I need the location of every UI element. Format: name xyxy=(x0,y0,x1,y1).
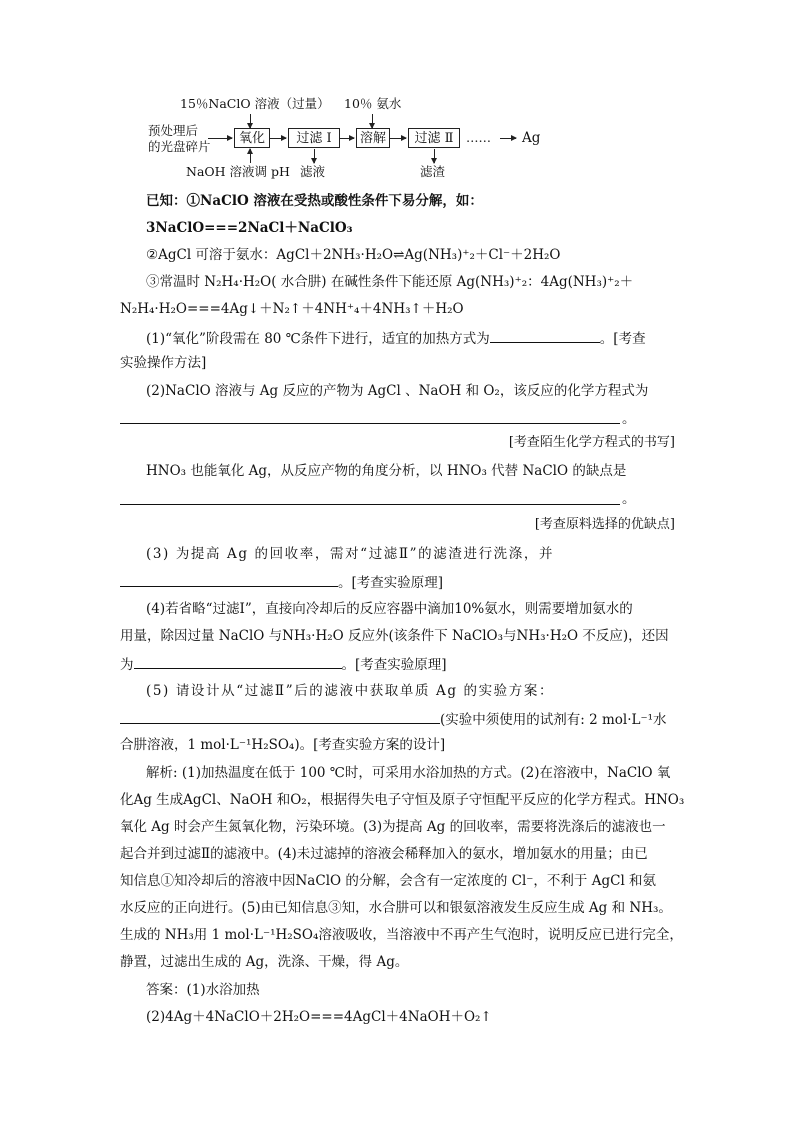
answer-blank[interactable] xyxy=(490,328,600,343)
answer-blank[interactable] xyxy=(120,572,338,587)
step-filter-2: 过滤 Ⅱ xyxy=(408,128,460,148)
naoh-adjust-ph: NaOH 溶液调 pH xyxy=(186,164,290,179)
answer-line-1: 答案：(1)水浴加热 xyxy=(146,982,260,998)
answer-blank[interactable] xyxy=(120,504,620,505)
known-line-4: ③常温时 N₂H₄·H₂O( 水合肼) 在碱性条件下能还原 Ag(NH₃)⁺₂：4Ag(NH₃)⁺₂＋ xyxy=(146,274,634,290)
question-3-line-2: 。[考查实验原理] xyxy=(120,572,675,592)
question-3: (3) 为提高 Ag 的回收率，需对“过滤Ⅱ”的滤渣进行洗涤，并 xyxy=(146,546,555,562)
analysis-line-3: 氧化 Ag 时会产生氮氧化物，污染环境。(3)为提高 Ag 的回收率，需要将洗涤后的滤液也一 xyxy=(120,819,666,835)
answer-line-2: (2)4Ag＋4NaClO＋2H₂O===4AgCl＋4NaOH＋O₂↑ xyxy=(146,1009,492,1025)
question-4-line-2: 用量，除因过量 NaClO 与NH₃·H₂O 反应外(该条件下 NaClO₃与NH₃·H₂O 不反应)，还因 xyxy=(120,628,669,644)
process-flow-diagram xyxy=(140,92,560,182)
question-1-tag: 实验操作方法] xyxy=(120,355,207,371)
step-dissolve: 溶解 xyxy=(356,128,390,148)
question-5-line-2: (实验中须使用的试剂有: 2 mol·L⁻¹水 xyxy=(120,709,675,729)
question-2-tag: [考查陌生化学方程式的书写] xyxy=(508,435,675,450)
analysis-line-4: 起合并到过滤Ⅱ的滤液中。(4)未过滤掉的溶液会稀释加入的氨水，增加氨水的用量；由已 xyxy=(120,846,648,862)
step-filter-1: 过滤 Ⅰ xyxy=(288,128,340,148)
arrow-down-icon xyxy=(434,149,435,163)
arrow-right-icon xyxy=(390,138,406,139)
filtrate-label: 滤液 xyxy=(300,164,326,179)
reagent-naclo: 15％NaClO 溶液（过量） xyxy=(180,96,330,111)
question-2: (2)NaClO 溶液与 Ag 反应的产物为 AgCl 、NaOH 和 O₂，该反应的化学方程式为 xyxy=(146,383,649,399)
known-line-3: ②AgCl 可溶于氨水：AgCl＋2NH₃·H₂O⇌Ag(NH₃)⁺₂＋Cl⁻＋2H₂O xyxy=(146,247,561,263)
question-1: (1)“氧化”阶段需在 80 ℃条件下进行，适宜的加热方式为 。[考查 xyxy=(146,328,675,348)
arrow-down-icon xyxy=(372,114,373,128)
start-label-2: 的光盘碎片 xyxy=(148,139,211,154)
arrow-right-icon xyxy=(270,138,286,139)
answer-blank[interactable] xyxy=(120,709,440,724)
question-4-line-3: 为 。[考查实验原理] xyxy=(120,654,675,674)
residue-label: 滤渣 xyxy=(420,164,446,179)
arrow-up-icon xyxy=(250,149,251,163)
question-2-followup-period: 。 xyxy=(622,491,636,507)
arrow-right-icon xyxy=(340,138,354,139)
analysis-line-6: 水反应的正向进行。(5)由已知信息③知，水合肼可以和银氨溶液发生反应生成 Ag 和 NH₃。 xyxy=(120,900,672,916)
known-line-2: 3NaClO===2NaCl＋NaClO₃ xyxy=(146,220,353,236)
answer-blank[interactable] xyxy=(120,423,620,424)
analysis-line-2: 化Ag 生成AgCl、NaOH 和O₂，根据得失电子守恒及原子守恒配平反应的化学方程式。HNO₃ xyxy=(120,792,685,808)
question-5-line-1: (5) 请设计从“过滤Ⅱ”后的滤液中获取单质 Ag 的实验方案： xyxy=(146,683,555,699)
start-label-1: 预处理后 xyxy=(148,123,199,138)
step-oxidation: 氧化 xyxy=(234,128,270,148)
answer-blank[interactable] xyxy=(134,654,342,669)
question-2-followup-tag: [考查原料选择的优缺点] xyxy=(534,517,675,532)
arrow-down-icon xyxy=(314,149,315,163)
known-line-1: 已知：①NaClO 溶液在受热或酸性条件下易分解，如： xyxy=(146,193,483,209)
analysis-line-8: 静置，过滤出生成的 Ag，洗涤、干燥，得 Ag。 xyxy=(120,954,409,970)
question-5-line-3: 合肼溶液，1 mol·L⁻¹H₂SO₄)。[考查实验方案的设计] xyxy=(120,737,446,753)
question-2-period: 。 xyxy=(622,411,636,427)
analysis-line-5: 知信息①知冷却后的溶液中因NaClO 的分解，会含有一定浓度的 Cl⁻，不利于 AgCl 和氨 xyxy=(120,873,657,889)
known-line-5: N₂H₄·H₂O===4Ag↓＋N₂↑＋4NH⁺₄＋4NH₃↑＋H₂O xyxy=(120,301,464,317)
flow-product: Ag xyxy=(522,130,541,146)
arrow-right-icon xyxy=(500,138,516,139)
analysis-line-7: 生成的 NH₃用 1 mol·L⁻¹H₂SO₄溶液吸收，当溶液中不再产生气泡时，说明反应已进行完全， xyxy=(120,927,683,943)
arrow-down-icon xyxy=(250,114,251,128)
arrow-right-icon xyxy=(208,138,232,139)
reagent-ammonia: 10％ 氨水 xyxy=(344,96,402,111)
question-4-line-1: (4)若省略“过滤Ⅰ”，直接向冷却后的反应容器中滴加10%氨水，则需要增加氨水的 xyxy=(146,601,633,617)
question-2-followup: HNO₃ 也能氧化 Ag，从反应产物的角度分析，以 HNO₃ 代替 NaClO 的缺点是 xyxy=(146,463,627,479)
analysis-line-1: 解析: (1)加热温度在低于 100 ℃时，可采用水浴加热的方式。(2)在溶液中，NaClO 氧 xyxy=(146,765,671,781)
flow-ellipsis: …… xyxy=(466,130,491,145)
